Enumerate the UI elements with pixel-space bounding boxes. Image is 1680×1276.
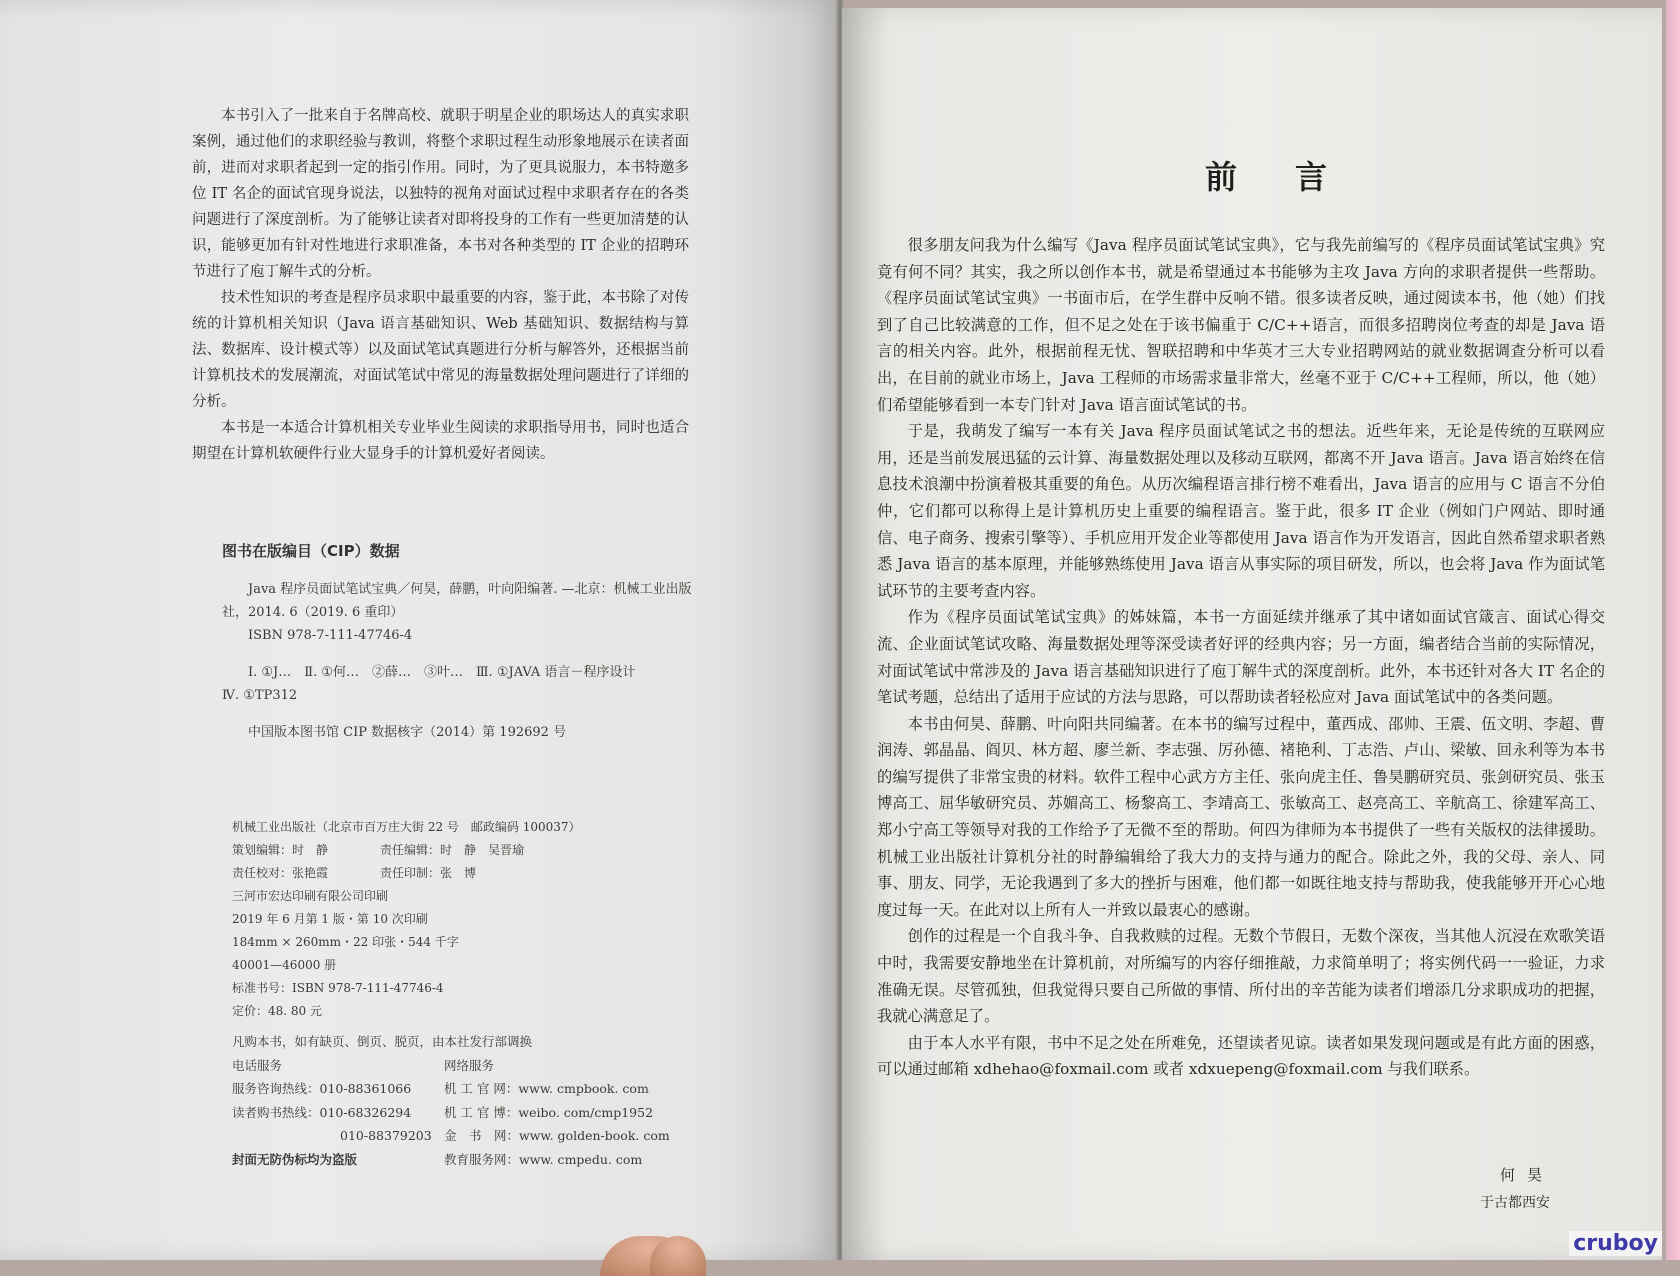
intro-section xyxy=(192,103,689,467)
preface-paragraph-6: 由于本人水平有限，书中不足之处在所难免，还望读者见谅。读者如果发现问题或是有此方面的困惑，可以通过邮箱 xdhehao@foxmail.com 或者 xdxuepeng@foxmail.com 与我们联系。 xyxy=(877,1033,1605,1079)
edition-line: 2019 年 6 月第 1 版・第 10 次印刷 xyxy=(232,912,428,926)
preface-title: 前言 xyxy=(1205,158,1386,196)
watermark: cruboy xyxy=(1569,1231,1662,1256)
intro-paragraph-1: 本书引入了一批来自于名牌高校、就职于明星企业的职场达人的真实求职案例，通过他们的求职经验与教训，将整个求职过程生动形象地展示在读者面前，进而对求职者起到一定的指引作用。同时，为了更具说服力，本书特邀多位 IT 名企的面试官现身说法，以独特的视角对面试过程中求职者存在的各类问题进行了深度剖析。为了能够让读者对即将投身的工作有一些更加清楚的认识，能够更加有针对性地进行求职准备，本书对各种类型的 IT 企业的招聘环节进行了庖丁解牛式的分析。 xyxy=(192,108,689,280)
intro-paragraph-2: 技术性知识的考查是程序员求职中最重要的内容，鉴于此，本书除了对传统的计算机相关知识（Java 语言基础知识、Web 基础知识、数据结构与算法、数据库、设计模式等）以及面试笔试真题进行分析与解答外，还根据当前计算机技术的发展潮流，对面试笔试中常见的海量数据处理问题进行了详细的分析。 xyxy=(192,290,689,410)
preface-paragraph-3: 作为《程序员面试笔试宝典》的姊妹篇，本书一方面延续并继承了其中诸如面试官箴言、面试心得交流、企业面试笔试攻略、海量数据处理等深受读者好评的经典内容；另一方面，编者结合当前的实际情况，对面试笔试中常涉及的 Java 语言基础知识进行了庖丁解牛式的深度剖析。此外，本书还针对各大 IT 名企的笔试考题，总结出了适用于应试的方法与思路，可以帮助读者轻松应对 Java 面试笔试中的各类问题。 xyxy=(877,608,1605,707)
phone-line-2: 读者购书热线：010-68326294 xyxy=(232,1104,412,1120)
copies-line: 40001—46000 册 xyxy=(232,958,337,972)
isbn-line: 标准书号：ISBN 978-7-111-47746-4 xyxy=(232,981,444,995)
preface-paragraph-5: 创作的过程是一个自我斗争、自我救赎的过程。无数个节假日，无数个深夜，当其他人沉浸在欢歌笑语中时，我需要安静地坐在计算机前，对所编写的内容仔细推敲，力求简单明了；将实例代码一一验证，力求准确无误。尽管孤独，但我觉得只要自己所做的事情、所付出的辛苦能为读者们增添几分求职成功的把握，我就心满意足了。 xyxy=(877,927,1605,1026)
pink-background-edge xyxy=(1666,0,1680,1260)
intro-paragraph-3: 本书是一本适合计算机相关专业毕业生阅读的求职指导用书，同时也适合期望在计算机软硬件行业大显身手的计算机爱好者阅读。 xyxy=(192,420,689,462)
signature-name: 何昊 xyxy=(1500,1166,1555,1184)
web-line-1: 机 工 官 网：www. cmpbook. com xyxy=(444,1081,649,1096)
printer-line: 三河市宏达印刷有限公司印刷 xyxy=(232,889,389,903)
net-service-heading: 网络服务 xyxy=(444,1057,495,1073)
phone-line-3: 010-88379203 xyxy=(340,1128,432,1143)
preface-paragraph-1: 很多朋友问我为什么编写《Java 程序员面试笔试宝典》，它与我先前编写的《程序员面试笔试宝典》究竟有何不同？其实，我之所以创作本书，就是希望通过本书能够为主攻 Java 方向的求职者提供一些帮助。《程序员面试笔试宝典》一书面市后，在学生群中反响不错。很多读者反映，通过阅读本书，他（她）们找到了自己比较满意的工作，但不足之处在于该书偏重于 C/C++语言，而很多招聘岗位考查的却是 Java 语言的相关内容。此外，根据前程无忧、智联招聘和中华英才三大专业招聘网站的就业数据调查分析可以看出，在目前的就业市场上，Java 工程师的市场需求量非常大，丝毫不亚于 C/C++工程师，所以，他（她）们希望能够看到一本专门针对 Java 语言面试笔试的书。 xyxy=(877,236,1606,414)
phone-line-1: 服务咨询热线：010-88361066 xyxy=(232,1081,412,1096)
format-line: 184mm × 260mm・22 印张・544 千字 xyxy=(232,935,459,949)
publisher-line: 机械工业出版社（北京市百万庄大街 22 号 邮政编码 100037） xyxy=(232,820,581,834)
web-line-3: 金 书 网：www. golden-book. com xyxy=(444,1128,670,1143)
cip-isbn: ISBN 978-7-111-47746-4 xyxy=(248,628,413,643)
cip-classification-1: Ⅰ. ①J… Ⅱ. ①何… ②薛… ③叶… Ⅲ. ①JAVA 语言－程序设计 xyxy=(248,665,636,680)
planning-editor: 策划编辑：时 静 xyxy=(232,843,329,857)
contact-block xyxy=(232,1030,712,1171)
preface-body xyxy=(877,232,1605,1083)
cip-number: 中国版本图书馆 CIP 数据核字（2014）第 192692 号 xyxy=(248,725,567,740)
print-supervisor: 责任印制：张 博 xyxy=(380,866,477,880)
web-line-2: 机 工 官 博：weibo. com/cmp1952 xyxy=(444,1104,654,1120)
cip-entry: Java 程序员面试笔试宝典／何昊，薛鹏，叶向阳编著. —北京：机械工业出版社，2014. 6（2019. 6 重印） xyxy=(222,582,692,620)
price-line: 定价：48. 80 元 xyxy=(232,1004,322,1018)
preface-paragraph-2: 于是，我萌发了编写一本有关 Java 程序员面试笔试之书的想法。近些年来，无论是传统的互联网应用，还是当前发展迅猛的云计算、海量数据处理以及移动互联网，都离不开 Java 语言。Java 语言始终在信息技术浪潮中扮演着极其重要的角色。从历次编程语言排行榜不难看出，Java 语言的应用与 C 语言不分伯仲，它们都可以称得上是计算机历史上重要的编程语言。鉴于此，很多 IT 企业（例如门户网站、即时通信、电子商务、搜索引擎等）、手机应用开发企业等都使用 Java 语言作为开发语言，因此自然希望求职者熟悉 Java 语言的基本原理，并能够熟练使用 Java 语言从事实际的项目研发，所以，也会将 Java 作为面试笔试环节的主要考查内容。 xyxy=(877,422,1605,600)
signature-place: 于古都西安 xyxy=(1480,1195,1550,1211)
defect-note: 凡购本书，如有缺页、倒页、脱页，由本社发行部调换 xyxy=(232,1034,533,1049)
cip-title: 图书在版编目（CIP）数据 xyxy=(222,542,400,560)
proofreader: 责任校对：张艳霞 xyxy=(232,866,329,880)
web-line-4: 教育服务网：www. cmpedu. com xyxy=(444,1151,643,1167)
responsible-editor: 责任编辑：时 静 吴晋瑜 xyxy=(380,843,525,857)
anti-fake-note: 封面无防伪标均为盗版 xyxy=(232,1151,358,1167)
imprint-block xyxy=(232,816,732,1023)
cip-block xyxy=(222,578,702,744)
preface-paragraph-4: 本书由何昊、薛鹏、叶向阳共同编著。在本书的编写过程中，董西成、邵帅、王震、伍文明、李超、曹润涛、郭晶晶、阎贝、林方超、廖兰新、李志强、厉孙德、褚艳利、丁志浩、卢山、梁敏、回永利等为本书的编写提供了非常宝贵的材料。软件工程中心武方方主任、张向虎主任、鲁昊鹏研究员、张剑研究员、张玉博高工、屈华敏研究员、苏媚高工、杨黎高工、李靖高工、张敏高工、赵亮高工、辛航高工、徐建军高工、郑小宁高工等领导对我的工作给予了无微不至的帮助。何四为律师为本书提供了一些有关版权的法律援助。机械工业出版社计算机分社的时静编辑给了我大力的支持与通力的配合。除此之外，我的父母、亲人、同事、朋友、同学，无论我遇到了多大的挫折与困难，他们都一如既往地支持与帮助我，使我能够开开心心地度过每一天。在此对以上所有人一并致以最衷心的感谢。 xyxy=(877,714,1605,919)
cip-classification-2: Ⅳ. ①TP312 xyxy=(222,688,298,703)
phone-service-heading: 电话服务 xyxy=(232,1057,283,1073)
